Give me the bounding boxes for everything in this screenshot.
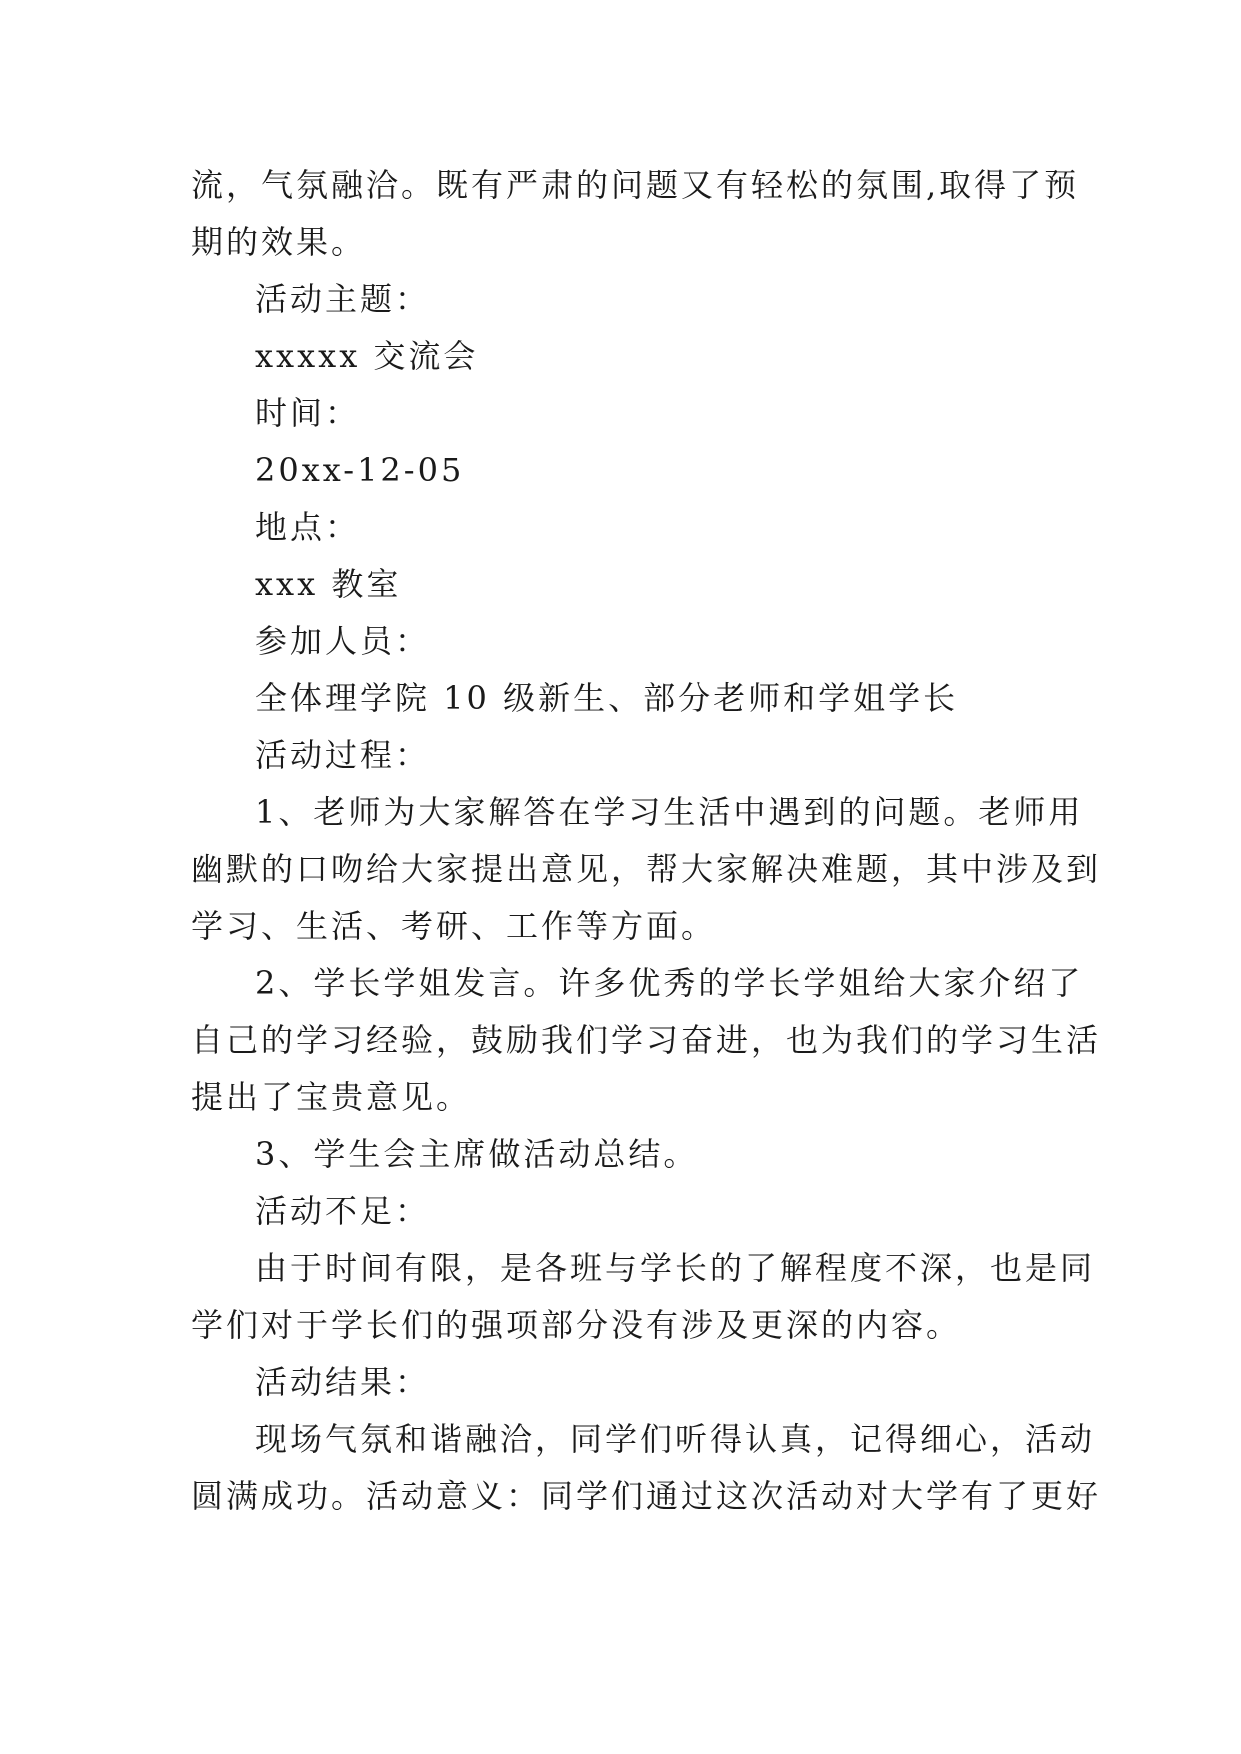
paragraph-line: 幽默的口吻给大家提出意见，帮大家解决难题，其中涉及到 <box>191 850 1102 888</box>
section-heading: 活动不足： <box>255 1192 431 1230</box>
paragraph-line: 2、学长学姐发言。许多优秀的学长学姐给大家介绍了 <box>255 964 1084 1002</box>
paragraph-line: 3、学生会主席做活动总结。 <box>255 1135 699 1173</box>
paragraph-line: 学们对于学长们的强项部分没有涉及更深的内容。 <box>191 1306 962 1344</box>
paragraph-line: 全体理学院 10 级新生、部分老师和学姐学长 <box>255 679 959 717</box>
section-heading: 活动过程： <box>255 736 431 774</box>
paragraph-line: 流，气氛融洽。既有严肃的问题又有轻松的氛围,取得了预 <box>191 166 1080 204</box>
section-heading: 时间： <box>255 394 361 432</box>
paragraph-line: 20xx-12-05 <box>255 451 465 489</box>
paragraph-line: xxxxx 交流会 <box>255 337 479 375</box>
paragraph-line: 由于时间有限，是各班与学长的了解程度不深，也是同 <box>255 1249 1096 1287</box>
section-heading: 活动主题： <box>255 280 431 318</box>
paragraph-line: 学习、生活、考研、工作等方面。 <box>191 907 717 945</box>
paragraph-line: 现场气氛和谐融洽，同学们听得认真，记得细心，活动 <box>255 1420 1096 1458</box>
paragraph-line: 1、老师为大家解答在学习生活中遇到的问题。老师用 <box>255 793 1084 831</box>
section-heading: 地点： <box>255 508 361 546</box>
section-heading: 活动结果： <box>255 1363 431 1401</box>
paragraph-line: 期的效果。 <box>191 223 367 261</box>
paragraph-line: xxx 教室 <box>255 565 402 603</box>
paragraph-line: 提出了宝贵意见。 <box>191 1078 472 1116</box>
section-heading: 参加人员： <box>255 622 431 660</box>
paragraph-line: 自己的学习经验，鼓励我们学习奋进，也为我们的学习生活 <box>191 1021 1102 1059</box>
paragraph-line: 圆满成功。活动意义：同学们通过这次活动对大学有了更好 <box>191 1477 1102 1515</box>
